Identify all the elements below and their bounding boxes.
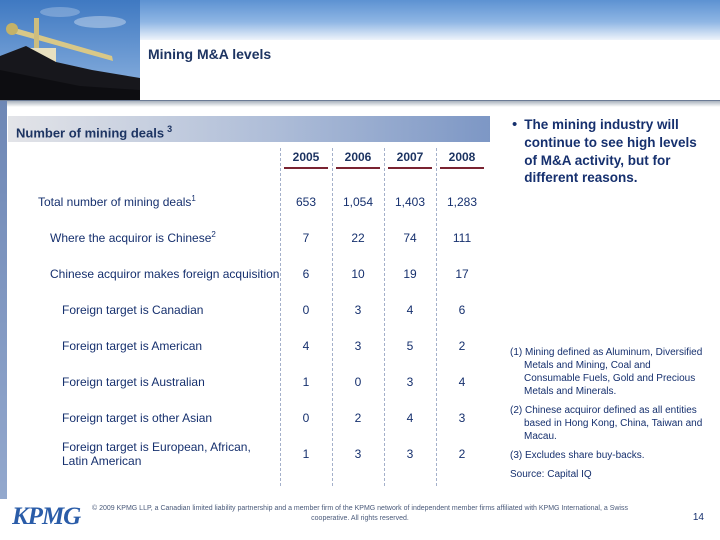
row-label: Foreign target is other Asian <box>62 410 213 425</box>
year-header-cell <box>436 150 488 169</box>
table-cell: 3 <box>354 447 362 461</box>
year-header-cell <box>280 150 332 169</box>
year-header-cell <box>332 150 384 169</box>
mining-photo <box>0 0 140 100</box>
table-cell: 1,403 <box>394 195 426 209</box>
table-cell: 653 <box>295 195 317 209</box>
table-cell: 10 <box>351 267 365 281</box>
table-body <box>8 184 488 472</box>
table-cell: 2 <box>458 447 466 461</box>
bullet-point <box>512 116 704 187</box>
year-underline <box>284 167 328 169</box>
copyright-footer: © 2009 KPMG LLP, a Canadian limited liability partnership and a member firm of the KPMG network of independent member firms affiliated with KPMG International, a Swiss cooperative. All rights reserved. <box>92 505 628 522</box>
table-row <box>8 364 488 400</box>
table-cell: 3 <box>458 411 466 425</box>
table-header-superscript: 3 <box>167 124 173 134</box>
header-divider <box>0 100 720 107</box>
table-cell: 1,054 <box>342 195 374 209</box>
row-label: Chinese acquiror makes foreign acquisition <box>50 266 280 281</box>
year-label: 2008 <box>448 150 476 164</box>
table-cell: 74 <box>403 231 417 245</box>
table-header-bar <box>8 116 490 142</box>
table-cell: 4 <box>458 375 466 389</box>
table-cell: 4 <box>406 303 414 317</box>
page-number: 14 <box>692 512 704 523</box>
year-header-cell <box>384 150 436 169</box>
table-row <box>8 436 488 472</box>
table-cell: 1,283 <box>446 195 478 209</box>
table-cell: 4 <box>406 411 414 425</box>
table-row <box>8 328 488 364</box>
row-label-superscript: 2 <box>211 230 216 240</box>
table-row <box>8 256 488 292</box>
mining-photo-image <box>0 0 140 100</box>
row-label: Where the acquiror is Chinese$^2$ <box>50 230 216 246</box>
year-underline <box>388 167 432 169</box>
table-cell: 0 <box>302 411 310 425</box>
table-cell: 6 <box>458 303 466 317</box>
page-title: Mining M&A levels <box>148 46 272 62</box>
table-cell: 19 <box>403 267 417 281</box>
row-label: Foreign target is Canadian <box>62 302 204 317</box>
table-cell: 4 <box>302 339 310 353</box>
table-row <box>8 292 488 328</box>
table-cell: 6 <box>302 267 310 281</box>
table-cell: 3 <box>406 447 414 461</box>
table-row <box>8 400 488 436</box>
table-cell: 22 <box>351 231 365 245</box>
table-cell: 0 <box>354 375 362 389</box>
year-underline <box>336 167 380 169</box>
footnotes <box>510 346 708 487</box>
bullet-text: The mining industry will continue to see high levels of M&A activity, but for different reasons. <box>524 117 697 186</box>
kpmg-logo <box>12 500 88 537</box>
footnote: Source: Capital IQ <box>510 469 592 480</box>
table-header-label: Number of mining deals <box>16 125 165 141</box>
table-cell: 7 <box>302 231 310 245</box>
table-cell: 3 <box>406 375 414 389</box>
row-label: Foreign target is American <box>62 338 203 353</box>
table-cell: 1 <box>302 375 310 389</box>
row-label: Foreign target is European, African, Latin American <box>62 439 251 468</box>
row-label: Total number of mining deals$^1$ <box>38 194 196 210</box>
table-cell: 2 <box>354 411 362 425</box>
year-label: 2006 <box>344 150 372 164</box>
table-cell: 111 <box>452 231 472 245</box>
table-cell: 3 <box>354 339 362 353</box>
table-cell: 3 <box>354 303 362 317</box>
year-label: 2005 <box>292 150 320 164</box>
svg-text:KPMG: KPMG <box>12 503 81 530</box>
table-cell: 17 <box>455 267 469 281</box>
year-header-spacer <box>8 150 280 169</box>
table-year-header-row <box>8 150 488 169</box>
table-cell: 5 <box>406 339 414 353</box>
table-row <box>8 220 488 256</box>
footnote: (1) Mining defined as Aluminum, Diversified Metals and Mining, Coal and Consumable Fuels, Gold and Precious Metals and Minerals. <box>510 347 703 397</box>
footnote: (3) Excludes share buy-backs. <box>510 450 645 461</box>
table-cell: 2 <box>458 339 466 353</box>
row-label: Foreign target is Australian <box>62 374 205 389</box>
left-accent-strip <box>0 101 7 499</box>
table-row <box>8 184 488 220</box>
table-cell: 1 <box>302 447 310 461</box>
bullet-icon: • <box>512 116 518 133</box>
row-label-superscript: 1 <box>191 194 196 204</box>
table-cell: 0 <box>302 303 310 317</box>
year-label: 2007 <box>396 150 424 164</box>
footnote: (2) Chinese acquiror defined as all entities based in Hong Kong, China, Taiwan and Macau. <box>510 405 703 442</box>
year-underline <box>440 167 484 169</box>
